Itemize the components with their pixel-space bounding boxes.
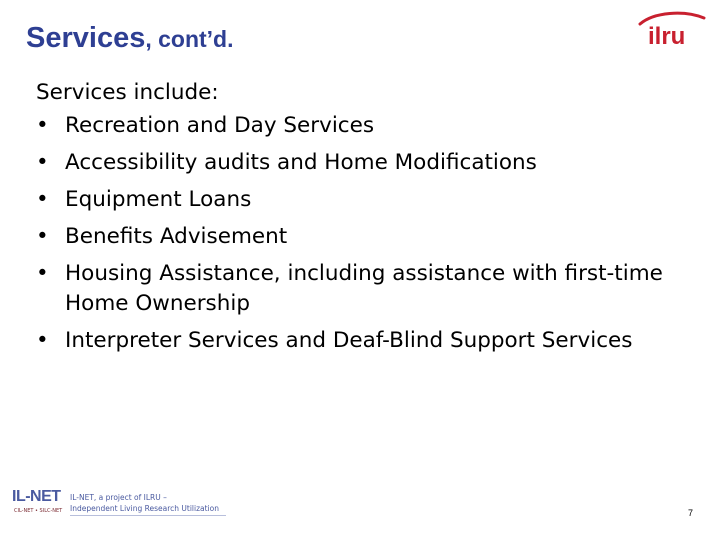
bullet-icon: • (36, 187, 49, 212)
list-item-text: Recreation and Day Services (65, 113, 375, 138)
list-item-text: Housing Assistance, including assistance with first-time Home Ownership (65, 261, 663, 316)
il-net-logo-sub: CIL-NET • SILC-NET (14, 508, 63, 514)
slide-title-main: Services (26, 22, 146, 54)
services-list (36, 111, 696, 356)
list-item-text: Equipment Loans (65, 187, 252, 212)
il-net-logo: IL-NET (12, 488, 61, 505)
bullet-icon: • (36, 150, 49, 175)
footer-divider (70, 515, 226, 516)
list-item (36, 326, 696, 356)
footer-project-text: IL-NET, a project of ILRU – (70, 493, 167, 502)
list-item (36, 259, 696, 319)
content-area (36, 74, 696, 363)
page-number: 7 (688, 508, 694, 518)
list-item-text: Accessibility audits and Home Modifications (65, 150, 537, 175)
slide-title-sub: , cont’d. (145, 26, 234, 52)
intro-text: Services include: (36, 80, 219, 105)
footer-branding (6, 488, 226, 522)
bullet-icon: • (36, 261, 49, 286)
bullet-icon: • (36, 224, 49, 249)
footer-org-text: Independent Living Research Utilization (70, 504, 219, 513)
ilru-logo (634, 10, 706, 50)
list-item (36, 222, 696, 252)
bullet-icon: • (36, 328, 49, 353)
bullet-icon: • (36, 113, 49, 138)
slide-title (26, 18, 234, 55)
list-item (36, 185, 696, 215)
list-item (36, 111, 696, 141)
list-item-text: Benefits Advisement (65, 224, 288, 249)
logo-wordmark: ilru (648, 23, 686, 50)
list-item (36, 148, 696, 178)
list-item-text: Interpreter Services and Deaf-Blind Support Services (65, 328, 633, 353)
